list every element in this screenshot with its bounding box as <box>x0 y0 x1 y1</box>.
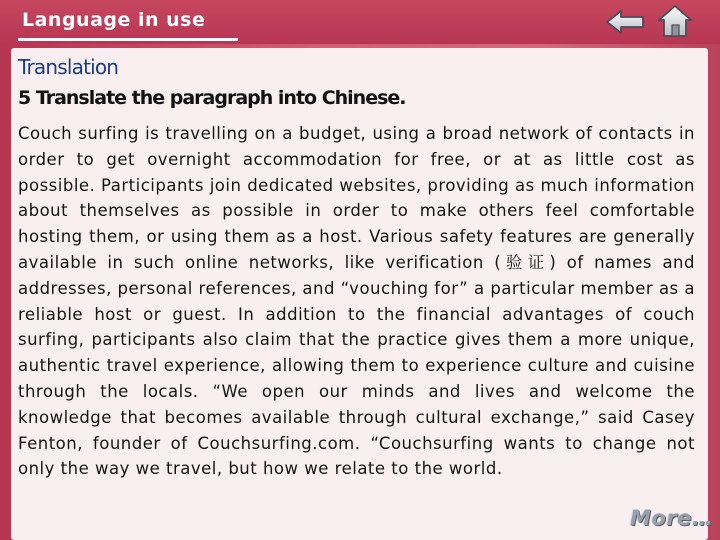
header-bar <box>0 0 720 44</box>
home-icon <box>657 4 693 38</box>
home-button[interactable] <box>657 4 693 38</box>
header-title: Language in use <box>22 9 206 31</box>
exercise-title: 5 Translate the paragraph into Chinese. <box>18 87 406 109</box>
section-title: Translation <box>18 55 119 79</box>
passage-text: Couch surfing is travelling on a budget, using a broad network of contacts in order to get overnight accommodation for free, or at as little cost as possible. Participants join dedicated websites, providing as much information about themselves as possible in order to make others feel comfortable hosting them, or using them as a host. Various safety features are generally available in such online networks, like verification (验证) of names and addresses, personal references, and “vouching for” a particular member as a reliable host or guest. In addition to the financial advantages of couch surfing, participants also claim that the practice gives them a more unique, authentic travel experience, allowing them to experience culture and cuisine through the locals. “We open our minds and lives and welcome the knowledge that becomes available through cultural exchange,” said Casey Fenton, founder of Couchsurfing.com. “Couchsurfing wants to change not only the way we travel, but how we relate to the world. <box>18 124 696 479</box>
back-button[interactable] <box>604 6 646 38</box>
back-arrow-icon <box>604 6 646 38</box>
more-button[interactable]: More… <box>630 506 714 530</box>
header-underline <box>18 38 238 41</box>
